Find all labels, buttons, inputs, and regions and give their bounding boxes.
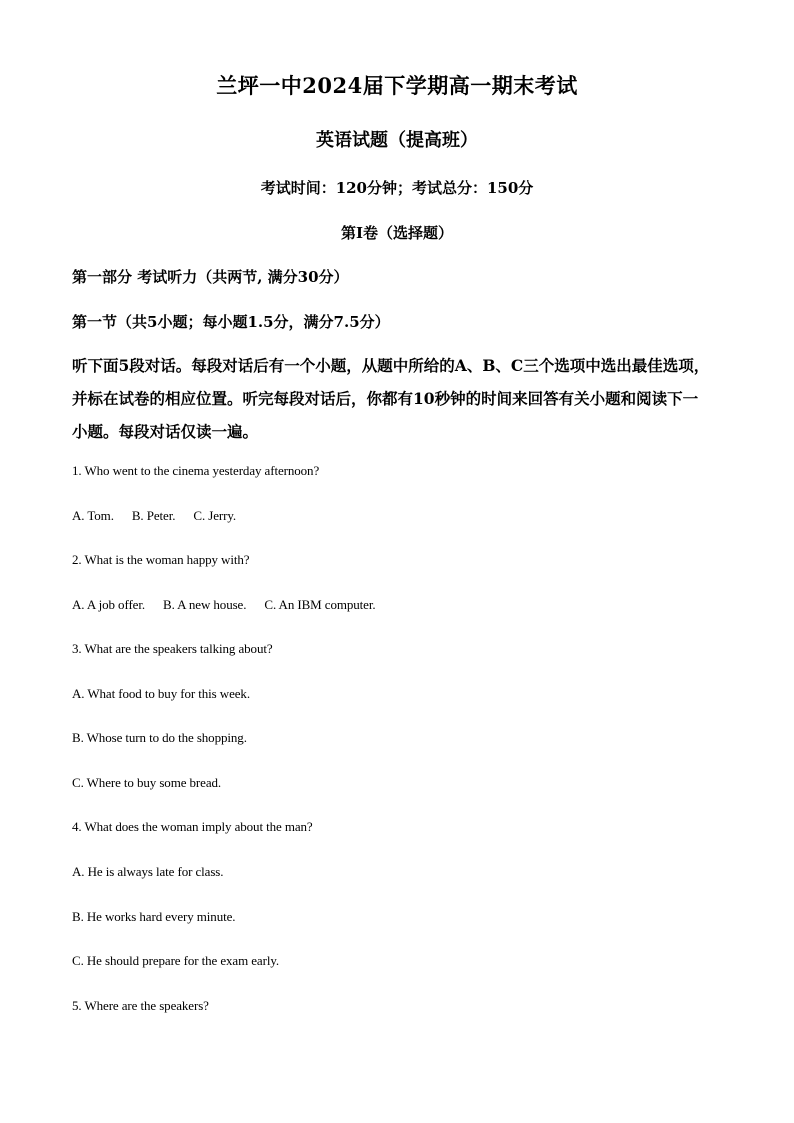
- option-b: B. Whose turn to do the shopping.: [72, 730, 247, 745]
- question-stem: 4. What does the woman imply about the man?: [72, 819, 313, 834]
- option-c: C. Jerry.: [193, 508, 237, 523]
- question-stem: 1. Who went to the cinema yesterday afternoon?: [72, 463, 320, 478]
- option-b: B. He works hard every minute.: [72, 909, 236, 924]
- question-stem: 3. What are the speakers talking about?: [72, 641, 273, 656]
- exam-info: 考试时间：120分钟；考试总分：150分: [260, 179, 534, 197]
- section1-heading: 第一节（共5小题；每小题1.5分，满分7.5分）: [72, 313, 390, 331]
- option-b: B. Peter.: [131, 508, 176, 523]
- option-a: A. What food to buy for this week.: [72, 686, 250, 701]
- option-b: B. A new house.: [163, 597, 247, 612]
- option-c: C. He should prepare for the exam early.: [72, 953, 280, 968]
- option-c: C. An IBM computer.: [264, 597, 376, 612]
- exam-title: 兰坪一中2024届下学期高一期末考试: [216, 73, 578, 98]
- option-a: A. He is always late for class.: [72, 864, 224, 879]
- exam-subtitle: 英语试题（提高班）: [316, 130, 478, 151]
- question-stem: 2. What is the woman happy with?: [72, 552, 250, 567]
- option-c: C. Where to buy some bread.: [72, 775, 222, 790]
- option-a: A. Tom.: [72, 508, 114, 523]
- listening-instructions: [72, 349, 732, 448]
- question-stem: 5. Where are the speakers?: [72, 998, 209, 1013]
- volume-heading: 第Ⅰ卷（选择题）: [340, 224, 454, 242]
- question-options: [72, 597, 376, 613]
- instructions-line: 并标在试卷的相应位置。听完每段对话后，你都有10秒钟的时间来回答有关小题和阅读下一: [72, 389, 699, 408]
- part1-heading: 第一部分 考试听力（共两节, 满分30分）: [72, 268, 349, 286]
- instructions-line: 听下面5段对话。每段对话后有一个小题，从题中所给的A、B、C三个选项中选出最佳选项，: [72, 356, 710, 375]
- question-options: [72, 508, 236, 524]
- option-a: A. A job offer.: [72, 597, 146, 612]
- instructions-line: 小题。每段对话仅读一遍。: [72, 422, 259, 441]
